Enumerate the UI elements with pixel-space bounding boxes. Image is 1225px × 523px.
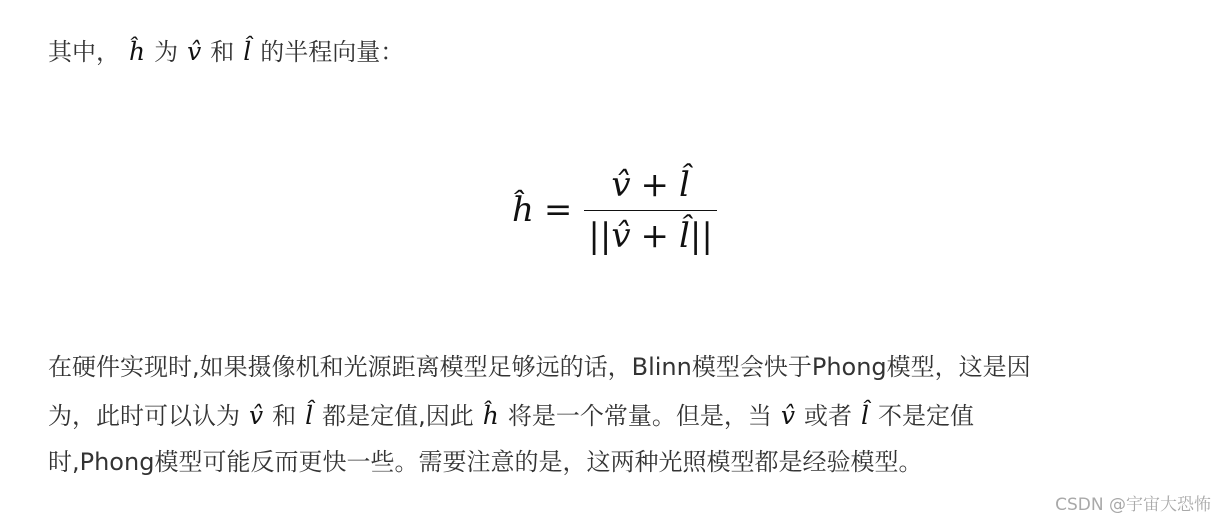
- paragraph-line-3: 时,Phong模型可能反而更快一些。需要注意的是，这两种光照模型都是经验模型。: [48, 448, 923, 476]
- fraction-numerator: [607, 160, 694, 210]
- paragraph-text: 将是一个常量。但是，当: [507, 401, 772, 430]
- num-plus: +: [640, 164, 670, 205]
- math-h-hat: ĥ: [129, 37, 146, 66]
- paragraph-text: 或者: [804, 401, 852, 430]
- math-v-hat: v̂: [780, 400, 795, 430]
- paragraph-text: 不是定值: [878, 401, 974, 430]
- math-l-hat: l̂: [861, 400, 869, 430]
- intro-text: 其中，: [48, 38, 120, 66]
- paragraph-line-2: [48, 392, 1031, 440]
- den-l-hat: l̂: [679, 215, 690, 256]
- fraction: [584, 160, 716, 261]
- math-v-hat: v̂: [187, 37, 202, 66]
- intro-text: 的半程向量：: [260, 38, 405, 66]
- paragraph-text: 为，此时可以认为: [48, 401, 240, 430]
- equation-lhs: ĥ: [512, 190, 534, 230]
- num-l-hat: l̂: [679, 164, 690, 205]
- equals-sign: =: [543, 190, 573, 230]
- intro-text: 和: [210, 38, 235, 66]
- fraction-denominator: [584, 211, 716, 261]
- intro-sentence: [48, 34, 404, 70]
- explanation-paragraph: [48, 344, 1031, 487]
- intro-text: 为: [154, 38, 179, 66]
- math-l-hat: l̂: [305, 400, 314, 430]
- den-v-hat: v̂: [611, 215, 631, 256]
- halfway-vector-equation: [512, 152, 717, 268]
- math-h-hat: ĥ: [482, 400, 499, 430]
- paragraph-text: 和: [272, 401, 297, 430]
- csdn-watermark: CSDN @宇宙大恐怖: [1055, 495, 1211, 515]
- math-l-hat: l̂: [243, 37, 252, 66]
- norm-close: ||: [689, 215, 713, 256]
- den-plus: +: [640, 215, 670, 256]
- math-v-hat: v̂: [249, 400, 264, 430]
- num-v-hat: v̂: [611, 164, 631, 205]
- norm-open: ||: [588, 215, 612, 256]
- paragraph-text: 都是定值,因此: [322, 401, 474, 430]
- paragraph-line-1: 在硬件实现时,如果摄像机和光源距离模型足够远的话，Blinn模型会快于Phong模型，这是因: [48, 353, 1031, 381]
